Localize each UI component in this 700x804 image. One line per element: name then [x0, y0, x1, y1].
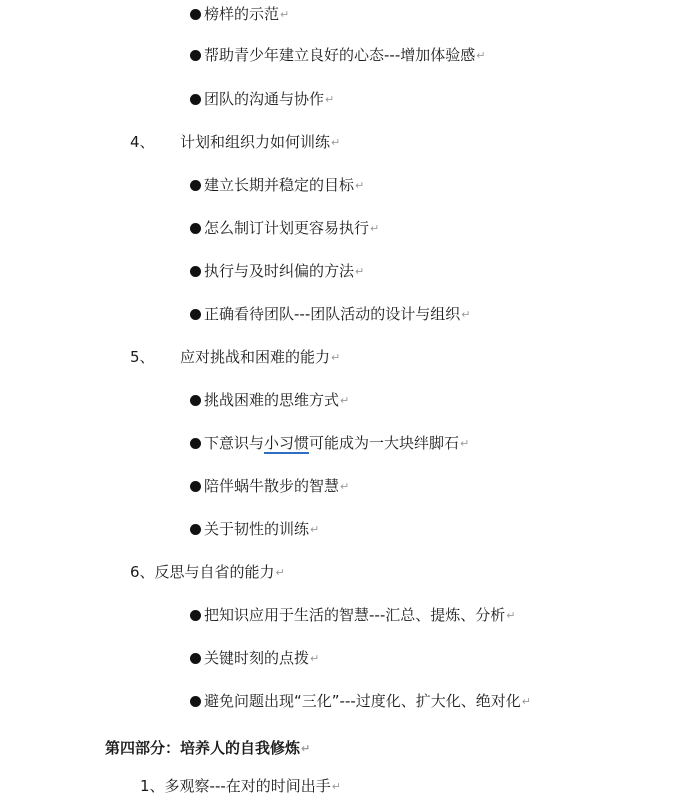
list-item-text: 陪伴蜗牛散步的智慧: [204, 477, 340, 495]
list-item: [190, 218, 379, 238]
numbered-item: [130, 347, 340, 367]
list-item: [190, 433, 469, 453]
bullet-icon: [190, 438, 201, 449]
list-item-text: 关于韧性的训练: [204, 520, 310, 538]
list-item-text: 正确看待团队---团队活动的设计与组织: [204, 305, 461, 323]
list-item: [190, 691, 531, 711]
bullet-icon: [190, 309, 201, 320]
grammar-underlined-text[interactable]: 小习惯: [264, 434, 310, 452]
numbered-item-text: 6、反思与自省的能力: [130, 563, 275, 581]
paragraph-mark-icon: ↵: [521, 695, 532, 708]
paragraph-mark-icon: ↵: [280, 8, 290, 21]
section-heading-text: 第四部分：培养人的自我修炼: [105, 739, 301, 757]
bullet-icon: [190, 180, 201, 191]
list-item-text: 挑战困难的思维方式: [204, 391, 340, 409]
list-item: [190, 476, 349, 496]
bullet-icon: [190, 395, 201, 406]
paragraph-mark-icon: ↵: [460, 437, 470, 450]
list-item: [190, 4, 289, 24]
list-item: [190, 605, 515, 625]
list-item-text: 把知识应用于生活的智慧---汇总、提炼、分析: [204, 606, 506, 624]
list-item-text: 团队的沟通与协作: [204, 90, 325, 108]
paragraph-mark-icon: ↵: [340, 394, 350, 407]
list-item-text-before: 下意识与: [204, 434, 265, 452]
paragraph-mark-icon: ↵: [476, 49, 486, 62]
list-item-text: 帮助青少年建立良好的心态---增加体验感: [204, 46, 476, 64]
numbered-item-text: 应对挑战和困难的能力: [180, 348, 331, 366]
list-item: [190, 304, 470, 324]
bullet-icon: [190, 9, 201, 20]
paragraph-mark-icon: ↵: [310, 523, 320, 536]
list-item-text: 怎么制订计划更容易执行: [204, 219, 370, 237]
list-item: [190, 261, 364, 281]
list-item-text: 建立长期并稳定的目标: [204, 176, 355, 194]
bullet-icon: [190, 524, 201, 535]
list-item: [190, 45, 485, 65]
numbered-item: [130, 562, 285, 582]
list-item-text: 关键时刻的点拨: [204, 649, 310, 667]
paragraph-mark-icon: ↵: [310, 652, 320, 665]
paragraph-mark-icon: ↵: [355, 179, 365, 192]
paragraph-mark-icon: ↵: [331, 351, 341, 364]
bullet-icon: [190, 266, 201, 277]
numbered-item: [140, 776, 341, 796]
list-item-text: 避免问题出现“三化”---过度化、扩大化、绝对化: [204, 692, 521, 710]
paragraph-mark-icon: ↵: [301, 742, 311, 755]
bullet-icon: [190, 610, 201, 621]
numbered-item-text: 计划和组织力如何训练: [180, 133, 331, 151]
list-item-text: 执行与及时纠偏的方法: [204, 262, 355, 280]
bullet-icon: [190, 223, 201, 234]
paragraph-mark-icon: ↵: [275, 566, 285, 579]
list-item: [190, 390, 349, 410]
paragraph-mark-icon: ↵: [461, 308, 471, 321]
list-item-text-after: 可能成为一大块绊脚石: [309, 434, 460, 452]
list-item-text: 榜样的示范: [204, 5, 280, 23]
paragraph-mark-icon: ↵: [506, 609, 516, 622]
section-heading: [105, 738, 310, 758]
list-item: [190, 648, 319, 668]
list-item: [190, 519, 319, 539]
numbered-item: [130, 132, 340, 152]
paragraph-mark-icon: ↵: [370, 222, 380, 235]
bullet-icon: [190, 653, 201, 664]
bullet-icon: [190, 94, 201, 105]
paragraph-mark-icon: ↵: [331, 780, 342, 793]
paragraph-mark-icon: ↵: [340, 480, 350, 493]
list-item: [190, 89, 334, 109]
numbered-item-text: 1、多观察---在对的时间出手: [140, 777, 331, 795]
list-item: [190, 175, 364, 195]
bullet-icon: [190, 50, 201, 61]
bullet-icon: [190, 696, 201, 707]
item-number: 4、: [130, 133, 155, 151]
paragraph-mark-icon: ↵: [355, 265, 365, 278]
paragraph-mark-icon: ↵: [325, 93, 335, 106]
item-number: 5、: [130, 348, 155, 366]
bullet-icon: [190, 481, 201, 492]
paragraph-mark-icon: ↵: [331, 136, 341, 149]
